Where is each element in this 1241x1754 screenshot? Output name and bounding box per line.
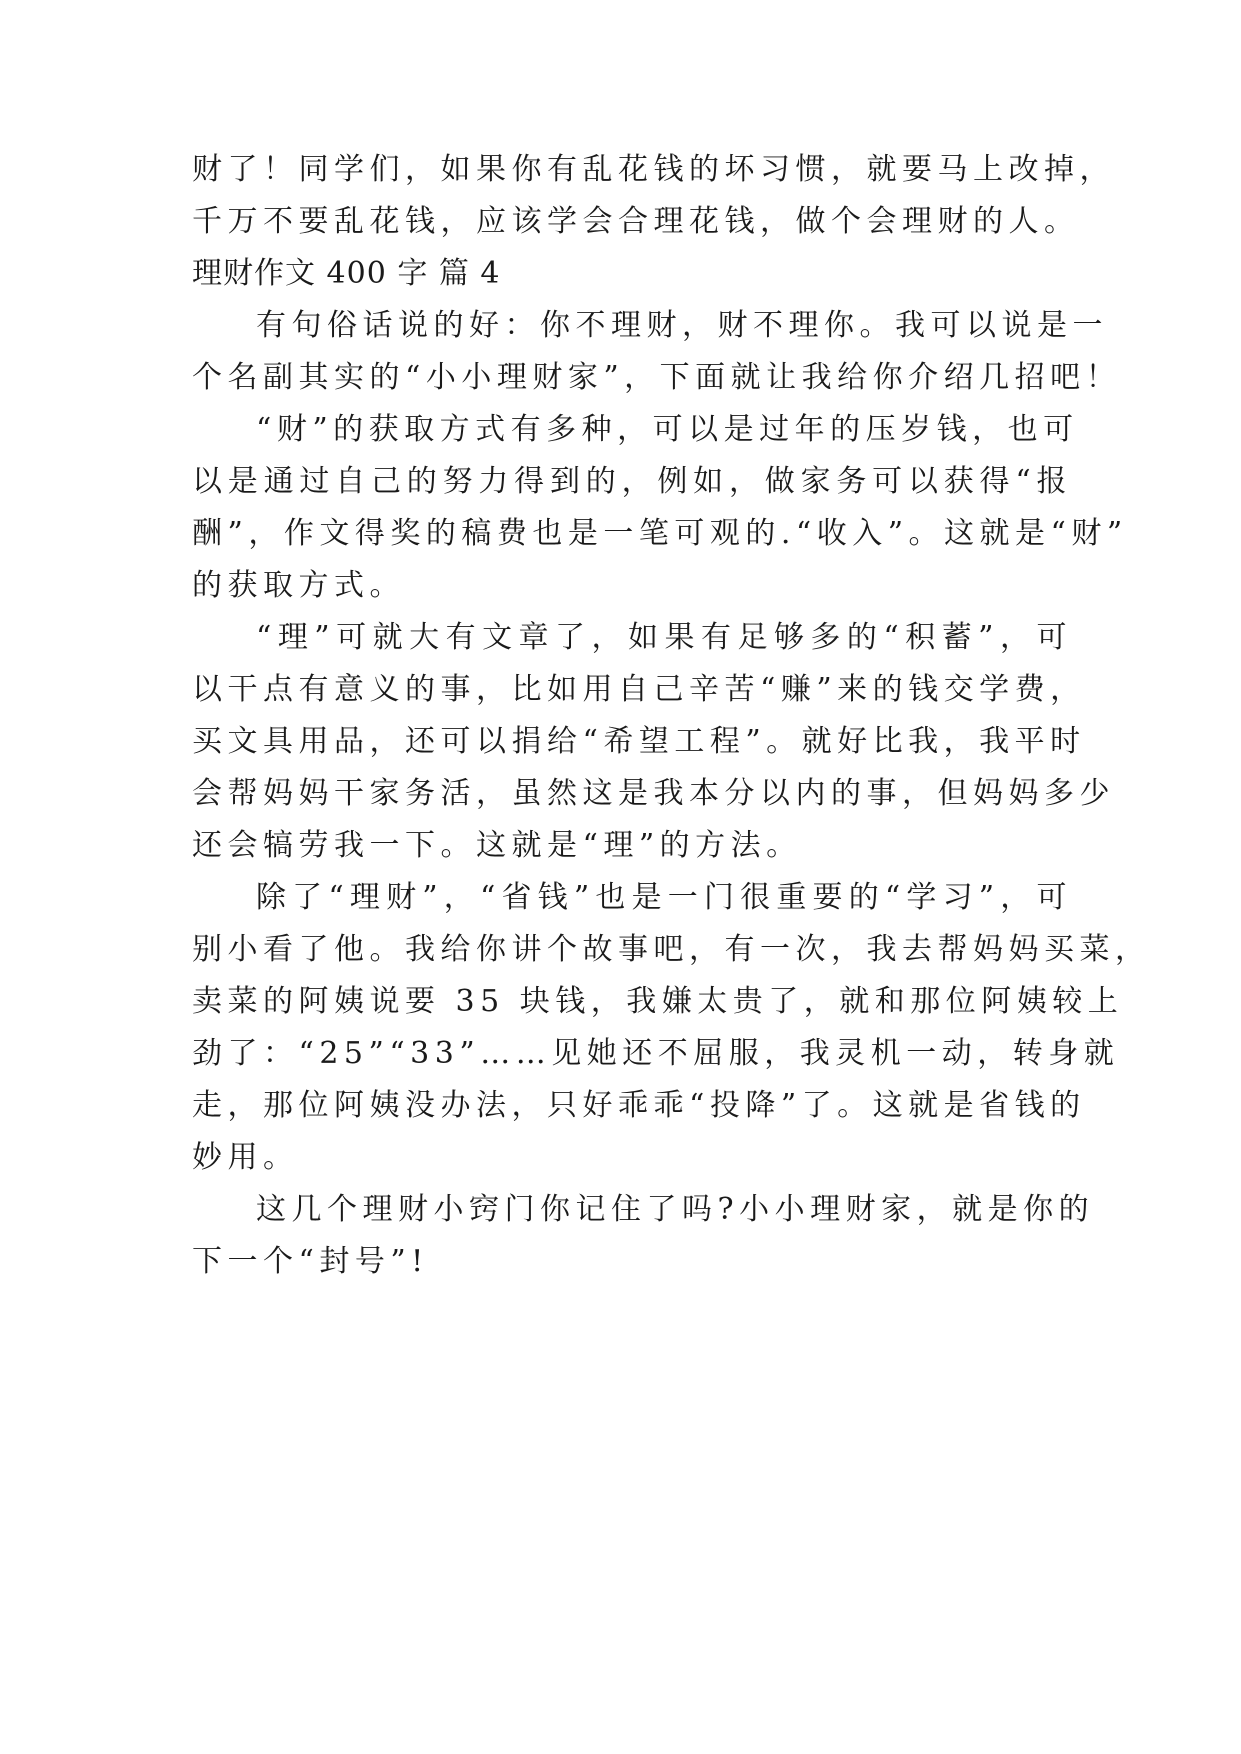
text-line: “理”可就大有文章了，如果有足够多的“积蓄”，可 [256, 620, 1072, 655]
text-line: 别小看了他。我给你讲个故事吧，有一次，我去帮妈妈买菜， [192, 932, 1151, 967]
text-line: 有句俗话说的好：你不理财，财不理你。我可以说是一 [256, 308, 1108, 343]
text-line: 劲了：“25”“33”……见她还不屈服，我灵机一动，转身就 [192, 1036, 1120, 1071]
text-line: 会帮妈妈干家务活，虽然这是我本分以内的事，但妈妈多少 [192, 776, 1115, 811]
text-line: 妙用。 [192, 1140, 299, 1175]
text-line: 还会犒劳我一下。这就是“理”的方法。 [192, 828, 802, 863]
text-line: 这几个理财小窍门你记住了吗?小小理财家，就是你的 [256, 1192, 1095, 1227]
text-line: “财”的获取方式有多种，可以是过年的压岁钱，也可 [256, 412, 1079, 447]
text-line: 除了“理财”，“省钱”也是一门很重要的“学习”，可 [256, 880, 1072, 915]
text-line: 下一个“封号”! [192, 1244, 429, 1279]
text-line: 卖菜的阿姨说要 35 块钱，我嫌太贵了，就和那位阿姨较上 [192, 984, 1124, 1019]
text-line: 财了！同学们，如果你有乱花钱的坏习惯，就要马上改掉， [192, 152, 1115, 187]
text-line: 酬”，作文得奖的稿费也是一笔可观的.“收入”。这就是“财” [192, 516, 1128, 551]
text-line: 买文具用品，还可以捐给“希望工程”。就好比我，我平时 [192, 724, 1086, 759]
text-line: 的获取方式。 [192, 568, 405, 603]
section-title: 理财作文 400 字 篇 4 [192, 256, 501, 291]
text-line: 以干点有意义的事，比如用自己辛苦“赚”来的钱交学费， [192, 672, 1086, 707]
text-line: 以是通过自己的努力得到的，例如，做家务可以获得“报 [192, 464, 1072, 499]
text-line: 走，那位阿姨没办法，只好乖乖“投降”了。这就是省钱的 [192, 1088, 1086, 1123]
text-line: 千万不要乱花钱，应该学会合理花钱，做个会理财的人。 [192, 204, 1080, 239]
text-line: 个名副其实的“小小理财家”，下面就让我给你介绍几招吧！ [192, 360, 1122, 395]
